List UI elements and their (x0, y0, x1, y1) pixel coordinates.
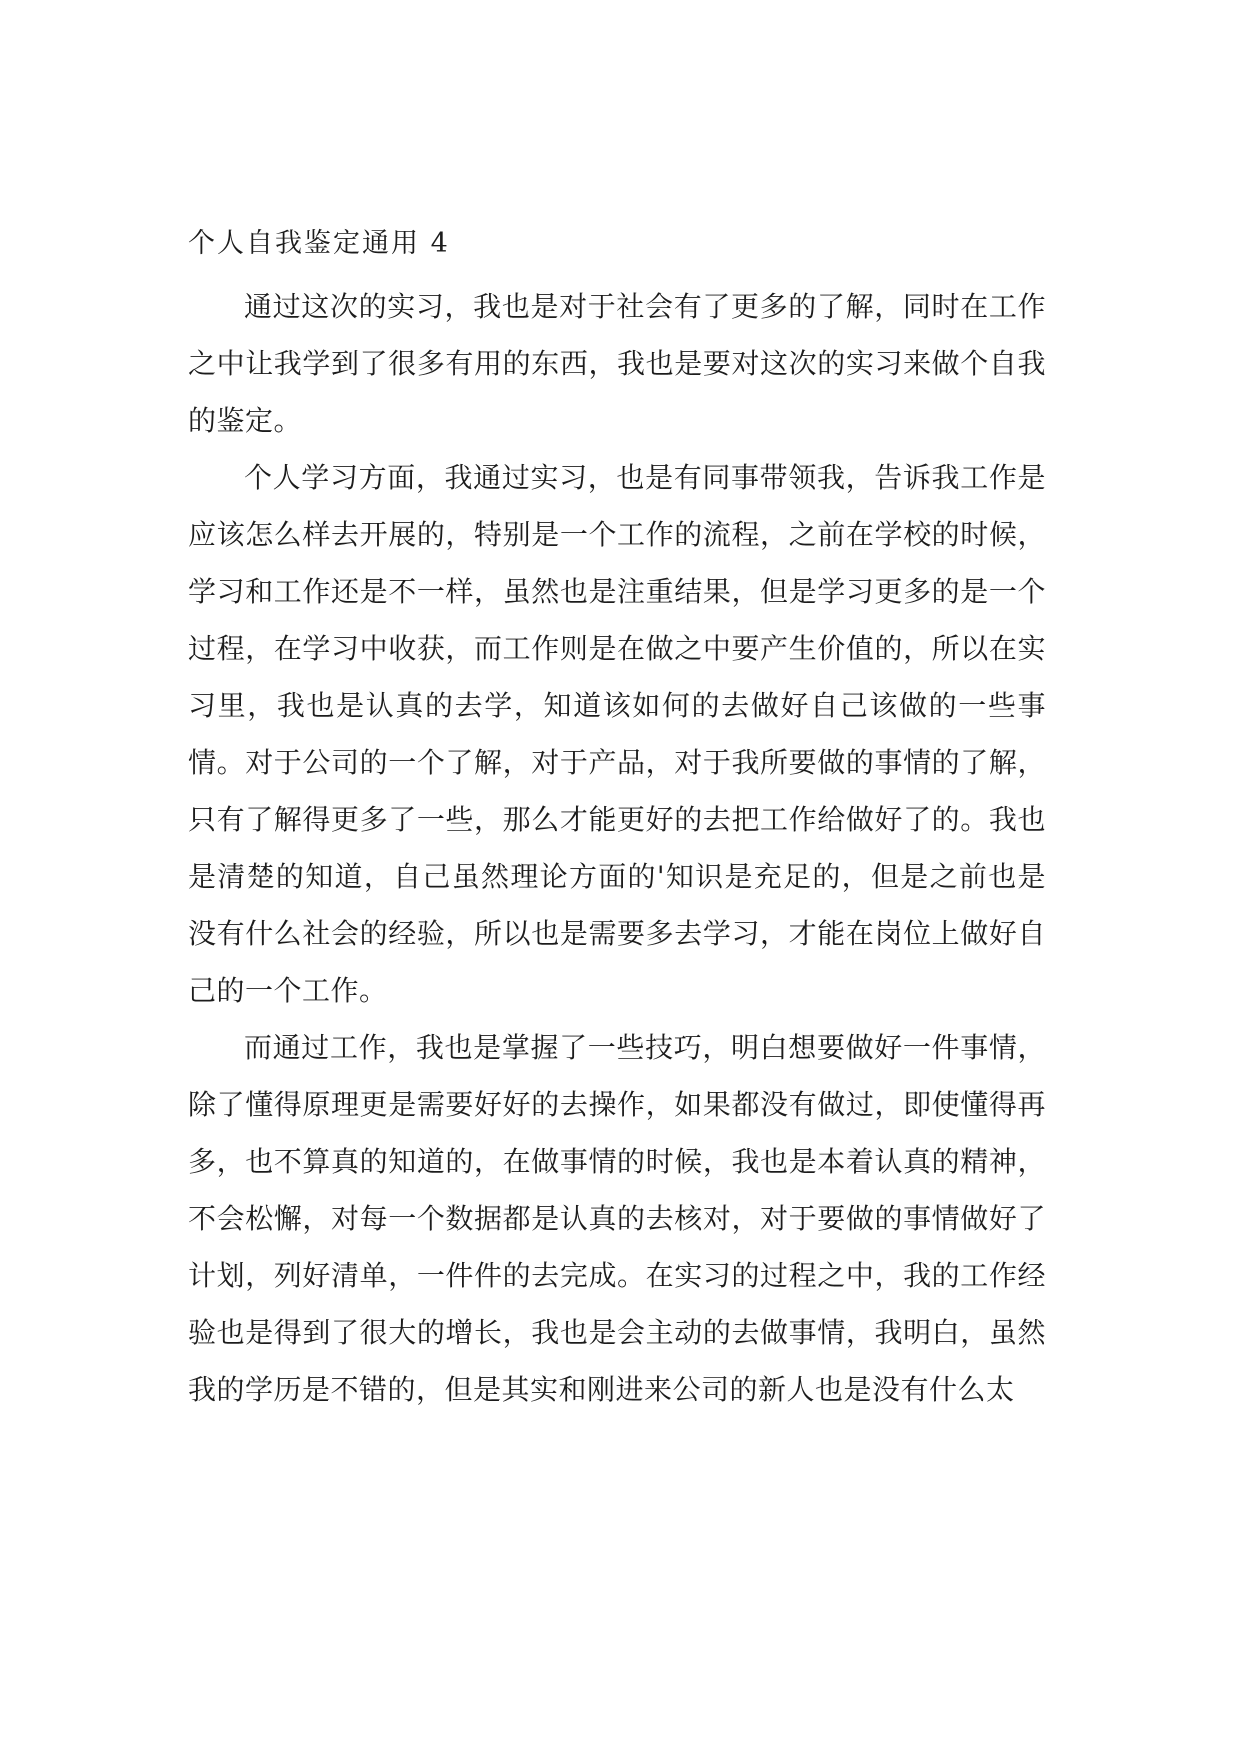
document-title: 个人自我鉴定通用 4 (188, 228, 450, 259)
document-body (188, 224, 1046, 1418)
paragraph-2: 个人学习方面，我通过实习，也是有同事带领我，告诉我工作是应该怎么样去开展的，特别是一个工作的流程，之前在学校的时候，学习和工作还是不一样，虽然也是注重结果，但是学习更多的是一个过程，在学习中收获，而工作则是在做之中要产生价值的，所以在实习里，我也是认真的去学，知道该如何的去做好自己该做的一些事情。对于公司的一个了解，对于产品，对于我所要做的事情的了解，只有了解得更多了一些，那么才能更好的去把工作给做好了的。我也是清楚的知道，自己虽然理论方面的'知识是充足的，但是之前也是没有什么社会的经验，所以也是需要多去学习，才能在岗位上做好自己的一个工作。 (188, 461, 1046, 1007)
paragraph-3: 而通过工作，我也是掌握了一些技巧，明白想要做好一件事情，除了懂得原理更是需要好好的去操作，如果都没有做过，即使懂得再多，也不算真的知道的，在做事情的时候，我也是本着认真的精神，不会松懈，对每一个数据都是认真的去核对，对于要做的事情做好了计划，列好清单，一件件的去完成。在实习的过程之中，我的工作经验也是得到了很大的增长，我也是会主动的去做事情，我明白，虽然我的学历是不错的，但是其实和刚进来公司的新人也是没有什么太 (188, 1031, 1046, 1406)
paragraph-1: 通过这次的实习，我也是对于社会有了更多的了解，同时在工作之中让我学到了很多有用的东西，我也是要对这次的实习来做个自我的鉴定。 (188, 290, 1046, 437)
